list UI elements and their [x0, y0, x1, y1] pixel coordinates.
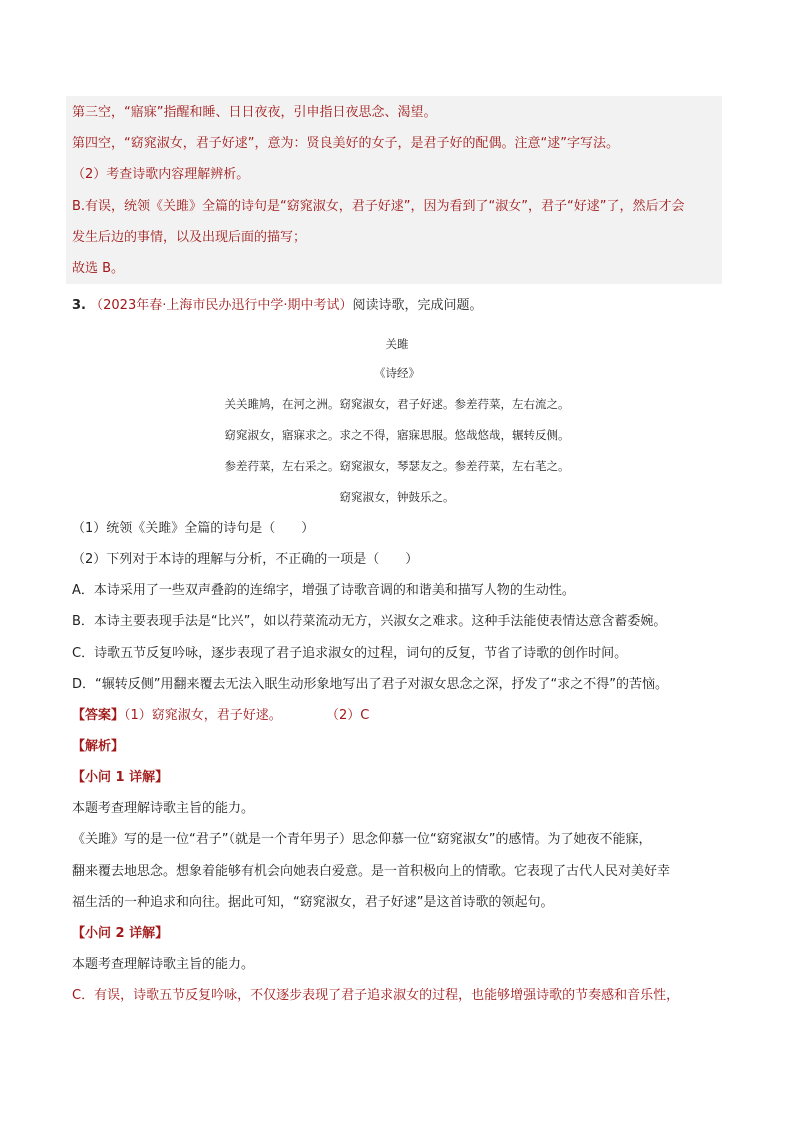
poem-line-4: 窈窕淑女，钟鼓乐之。 — [339, 490, 455, 504]
sub-2-paragraph-line-1: C．有误，诗歌五节反复吟咏，不仅逐步表现了君子追求淑女的过程，也能够增强诗歌的节奏感和音乐性， — [72, 988, 680, 1003]
option-d: D．“辗转反侧”用翻来覆去无法入眠生动形象地写出了君子对淑女思念之深，抒发了“求之不得”的苦恼。 — [72, 677, 668, 692]
poem-line-1: 关关雎鸠，在河之洲。窈窕淑女，君子好逑。参差荇菜，左右流之。 — [224, 397, 570, 411]
shaded-line-3: （2）考查诗歌内容理解辨析。 — [72, 167, 250, 182]
sub-2-intro: 本题考查理解诗歌主旨的能力。 — [72, 957, 255, 972]
shaded-line-6: 故选 B。 — [72, 261, 125, 276]
analysis-label: 【解析】 — [72, 739, 125, 754]
shaded-line-5: 发生后边的事情，以及出现后面的描写； — [72, 230, 307, 245]
answer-part-1: （1）窈窕淑女，君子好逑。 — [124, 708, 282, 723]
option-c: C．诗歌五节反复吟咏，逐步表现了君子追求淑女的过程，词句的反复，节省了诗歌的创作时间。 — [72, 646, 628, 661]
question-3-header — [72, 297, 483, 315]
poem-title: 关雎 — [385, 337, 409, 351]
answer-line — [72, 707, 369, 725]
sub-1-paragraph-line-2: 翻来覆去地思念。想象着能够有机会向她表白爱意。是一首积极向上的情歌。它表现了古代人民对美好幸 — [72, 864, 671, 879]
answer-part-2: （2）C — [325, 708, 370, 723]
poem-source: 《诗经》 — [374, 366, 420, 380]
previous-answer-shaded-block — [66, 96, 722, 284]
question-prompt: 阅读诗歌，完成问题。 — [352, 298, 483, 313]
sub-1-paragraph-line-3: 福生活的一种追求和向往。据此可知，“窈窕淑女，君子好逑”是这首诗歌的领起句。 — [72, 895, 554, 910]
sub-1-detail-label: 【小问 1 详解】 — [72, 770, 169, 785]
sub-2-detail-label: 【小问 2 详解】 — [72, 926, 169, 941]
question-source: （2023年春·上海市民办迅行中学·期中考试） — [90, 298, 353, 313]
sub-1-intro: 本题考查理解诗歌主旨的能力。 — [72, 801, 255, 816]
sub-1-paragraph-line-1: 《关雎》写的是一位“君子”（就是一个青年男子）思念仰慕一位“窈窕淑女”的感情。为了她夜不能寐， — [72, 832, 652, 847]
poem-line-3: 参差荇菜，左右采之。窈窕淑女，琴瑟友之。参差荇菜，左右芼之。 — [224, 459, 570, 473]
option-b: B．本诗主要表现手法是“比兴”，如以荇菜流动无方，兴淑女之难求。这种手法能使表情达意含蓄委婉。 — [72, 614, 667, 629]
answer-label: 【答案】 — [72, 708, 125, 723]
question-number: 3. — [72, 298, 86, 313]
shaded-line-2: 第四空，“窈窕淑女，君子好逑”，意为：贤良美好的女子，是君子好的配偶。注意“逑”字写法。 — [72, 136, 619, 151]
shaded-line-4: B.有误，统领《关雎》全篇的诗句是“窈窕淑女，君子好逑”，因为看到了“淑女”，君子“好逑”了，然后才会 — [72, 199, 685, 214]
shaded-line-1: 第三空，“寤寐”指醒和睡、日日夜夜，引申指日夜思念、渴望。 — [72, 105, 437, 120]
sub-question-1: （1）统领《关雎》全篇的诗句是（ ） — [72, 521, 315, 536]
option-a: A．本诗采用了一些双声叠韵的连绵字，增强了诗歌音调的和谐美和描写人物的生动性。 — [72, 583, 575, 598]
poem-line-2: 窈窕淑女，寤寐求之。求之不得，寤寐思服。悠哉悠哉，辗转反侧。 — [224, 428, 570, 442]
sub-question-2: （2）下列对于本诗的理解与分析，不正确的一项是（ ） — [72, 552, 419, 567]
